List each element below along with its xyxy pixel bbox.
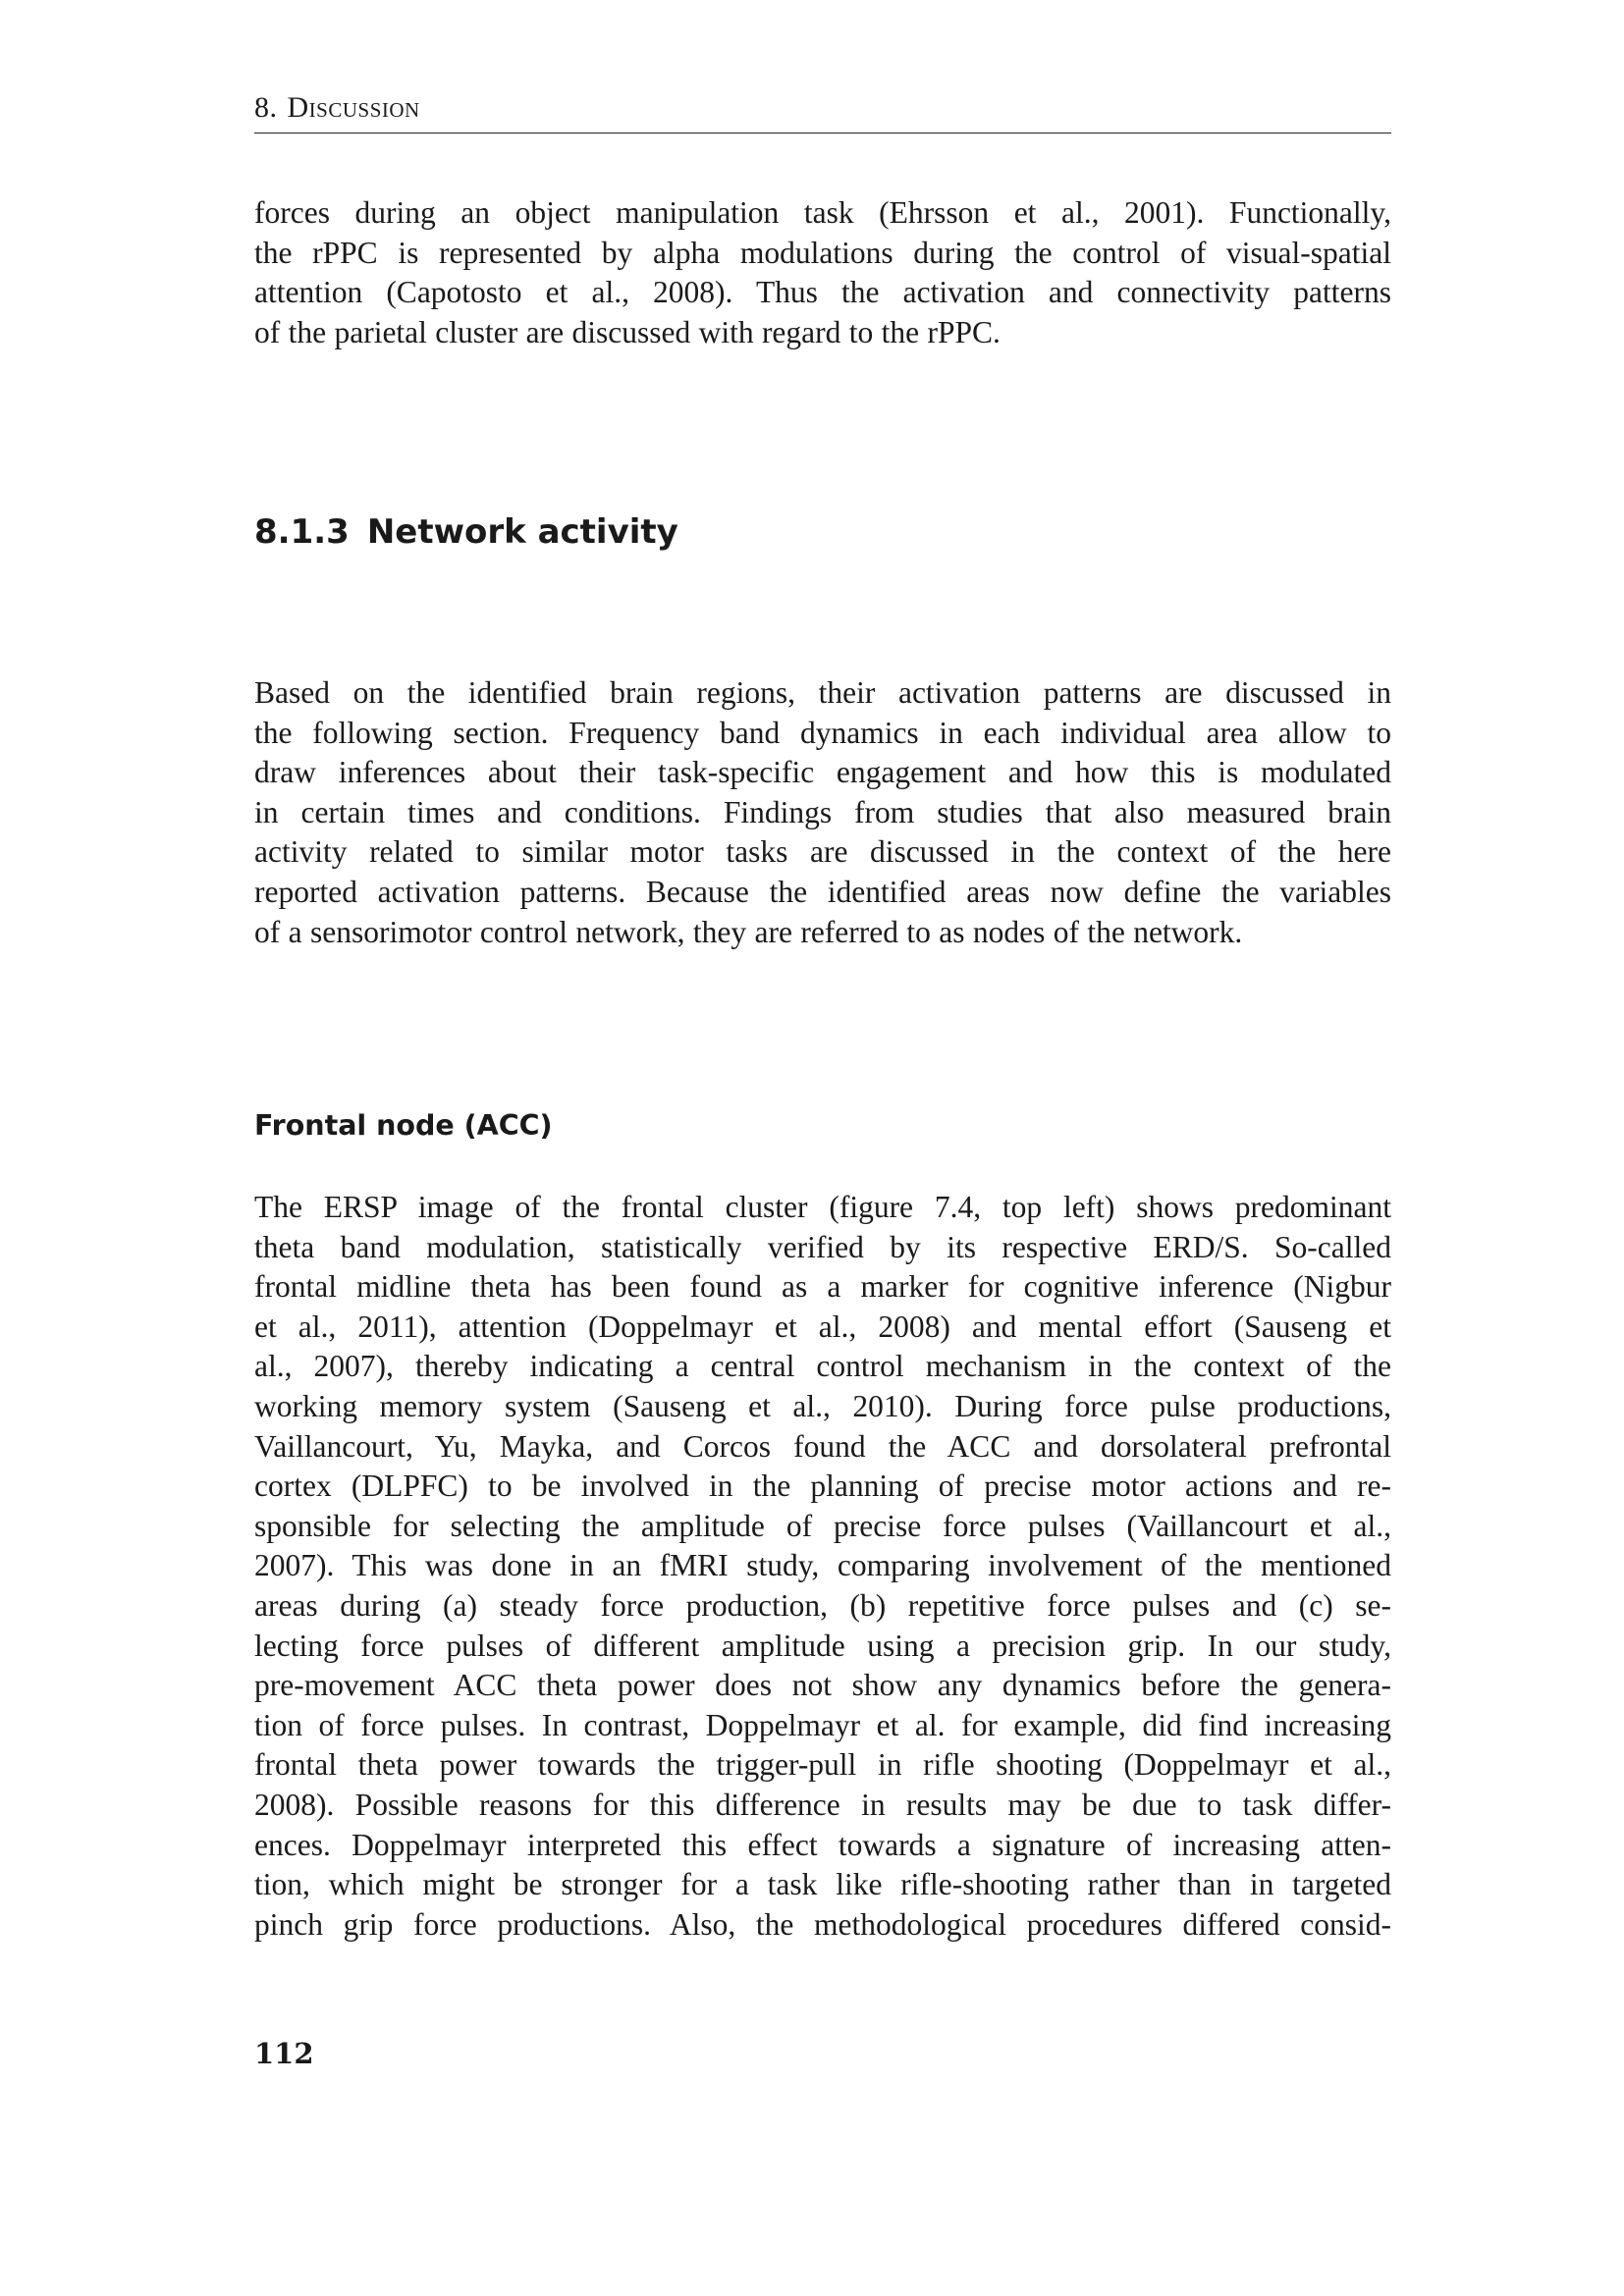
text-line: 2008). Possible reasons for this difference in results may be due to task differ- bbox=[254, 1787, 1391, 1822]
chapter-number: 8. bbox=[254, 91, 278, 124]
text-line: frontal midline theta has been found as a marker for cognitive inference (Nigbur bbox=[254, 1269, 1391, 1305]
text-line: Based on the identified brain regions, their activation patterns are discussed in bbox=[254, 675, 1391, 710]
text-line: 2007). This was done in an fMRI study, comparing involvement of the mentioned bbox=[254, 1548, 1391, 1583]
paragraph-frontal-node bbox=[254, 1188, 1391, 1945]
text-line: of the parietal cluster are discussed with regard to the rPPC. bbox=[254, 314, 1001, 349]
text-line: of a sensorimotor control network, they are referred to as nodes of the network. bbox=[254, 914, 1243, 949]
chapter-title: Discussion bbox=[287, 91, 420, 124]
text-line: pinch grip force productions. Also, the methodological procedures differed consid- bbox=[254, 1906, 1391, 1942]
text-line: sponsible for selecting the amplitude of precise force pulses (Vaillancourt et al., bbox=[254, 1508, 1391, 1543]
text-line: et al., 2011), attention (Doppelmayr et al., 2008) and mental effort (Sauseng et bbox=[254, 1308, 1391, 1344]
section-title: Network activity bbox=[366, 512, 678, 552]
paragraph-network-activity bbox=[254, 673, 1391, 952]
text-line: lecting force pulses of different amplitude using a precision grip. In our study, bbox=[254, 1628, 1391, 1663]
text-line: working memory system (Sauseng et al., 2010). During force pulse productions, bbox=[254, 1388, 1391, 1423]
text-line: frontal theta power towards the trigger-pull in rifle shooting (Doppelmayr et al., bbox=[254, 1747, 1391, 1783]
text-line: ences. Doppelmayr interpreted this effect towards a signature of increasing atten- bbox=[254, 1827, 1391, 1862]
text-line: the rPPC is represented by alpha modulations during the control of visual-spatial bbox=[254, 235, 1391, 270]
page-number: 112 bbox=[254, 2037, 314, 2070]
running-header bbox=[254, 90, 1391, 133]
text-line: areas during (a) steady force production, (b) repetitive force pulses and (c) se- bbox=[254, 1587, 1391, 1623]
text-line: Vaillancourt, Yu, Mayka, and Corcos found the ACC and dorsolateral prefrontal bbox=[254, 1428, 1391, 1464]
text-line: al., 2007), thereby indicating a central control mechanism in the context of the bbox=[254, 1349, 1391, 1384]
text-line: The ERSP image of the frontal cluster (figure 7.4, top left) shows predominant bbox=[254, 1190, 1391, 1224]
text-line: activity related to similar motor tasks are discussed in the context of the here bbox=[254, 834, 1391, 870]
text-line: pre-movement ACC theta power does not show any dynamics before the genera- bbox=[254, 1668, 1391, 1703]
text-line: in certain times and conditions. Findings from studies that also measured brain bbox=[254, 794, 1391, 829]
text-line: cortex (DLPFC) to be involved in the planning of precise motor actions and re- bbox=[254, 1468, 1391, 1504]
text-line: forces during an object manipulation task (Ehrsson et al., 2001). Functionally, bbox=[254, 195, 1391, 230]
text-line: tion, which might be stronger for a task like rifle-shooting rather than in targeted bbox=[254, 1867, 1391, 1902]
section-heading bbox=[254, 510, 678, 554]
text-line: the following section. Frequency band dynamics in each individual area allow to bbox=[254, 715, 1391, 750]
text-line: reported activation patterns. Because the identified areas now define the variables bbox=[254, 874, 1391, 909]
paragraph-parietal-cluster bbox=[254, 193, 1391, 352]
text-line: tion of force pulses. In contrast, Doppelmayr et al. for example, did find increasing bbox=[254, 1707, 1391, 1742]
text-line: theta band modulation, statistically verified by its respective ERD/S. So-called bbox=[254, 1229, 1391, 1264]
subsection-heading: Frontal node (ACC) bbox=[254, 1109, 553, 1142]
section-number: 8.1.3 bbox=[254, 512, 350, 552]
text-line: draw inferences about their task-specific engagement and how this is modulated bbox=[254, 755, 1391, 790]
text-line: attention (Capotosto et al., 2008). Thus the activation and connectivity patterns bbox=[254, 275, 1391, 310]
